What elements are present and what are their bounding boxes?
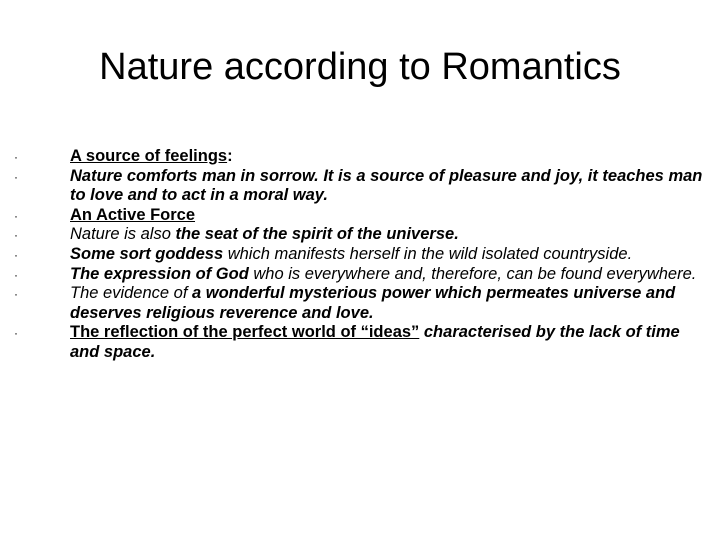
bullet-text: Nature comforts man in sorrow. It is a source of pleasure and joy, it teaches man to love and to act in a moral way. — [70, 166, 703, 205]
bullet-text-emphasis: A source of feelings — [70, 147, 228, 165]
bullet-item — [14, 147, 704, 167]
bullet-icon: · — [14, 267, 18, 282]
bullet-text: : — [227, 147, 233, 165]
bullet-item — [14, 206, 704, 226]
bullet-text: who is everywhere and, therefore, can be found everywhere. — [248, 264, 697, 283]
bullet-item — [14, 225, 704, 245]
bullet-icon: · — [14, 228, 18, 243]
bullet-text-emphasis: The reflection of the perfect world of “ideas” — [70, 323, 420, 342]
bullet-item — [14, 245, 704, 265]
bullet-text-emphasis: An Active Force — [70, 205, 196, 224]
bullet-text-emphasis: the seat of the spirit of the universe. — [175, 225, 459, 244]
bullet-text: characterised by the lack of time and space. — [70, 323, 680, 361]
bullet-text: The evidence of — [70, 284, 192, 303]
bullet-text-emphasis: Some sort goddess — [70, 244, 224, 263]
bullet-icon: · — [14, 150, 18, 164]
bullet-text: which manifests herself in the wild isolated countryside. — [223, 244, 633, 263]
bullet-icon: · — [14, 287, 18, 302]
bullet-icon: · — [14, 326, 18, 341]
bullet-icon: · — [14, 208, 18, 223]
bullet-item — [14, 167, 704, 206]
bullet-text-emphasis: The expression of God — [70, 264, 249, 283]
bullet-item — [14, 265, 704, 285]
bullet-icon: · — [14, 169, 18, 184]
slide-title: Nature according to Romantics — [99, 46, 621, 88]
bullet-item — [14, 323, 704, 362]
bullet-list — [14, 147, 704, 363]
bullet-icon: · — [14, 247, 18, 262]
bullet-item — [14, 284, 704, 323]
bullet-text: Nature is also — [70, 225, 176, 244]
bullet-text-emphasis: a wonderful mysterious power which permeates universe and deserves religious reverence and love. — [70, 284, 676, 322]
